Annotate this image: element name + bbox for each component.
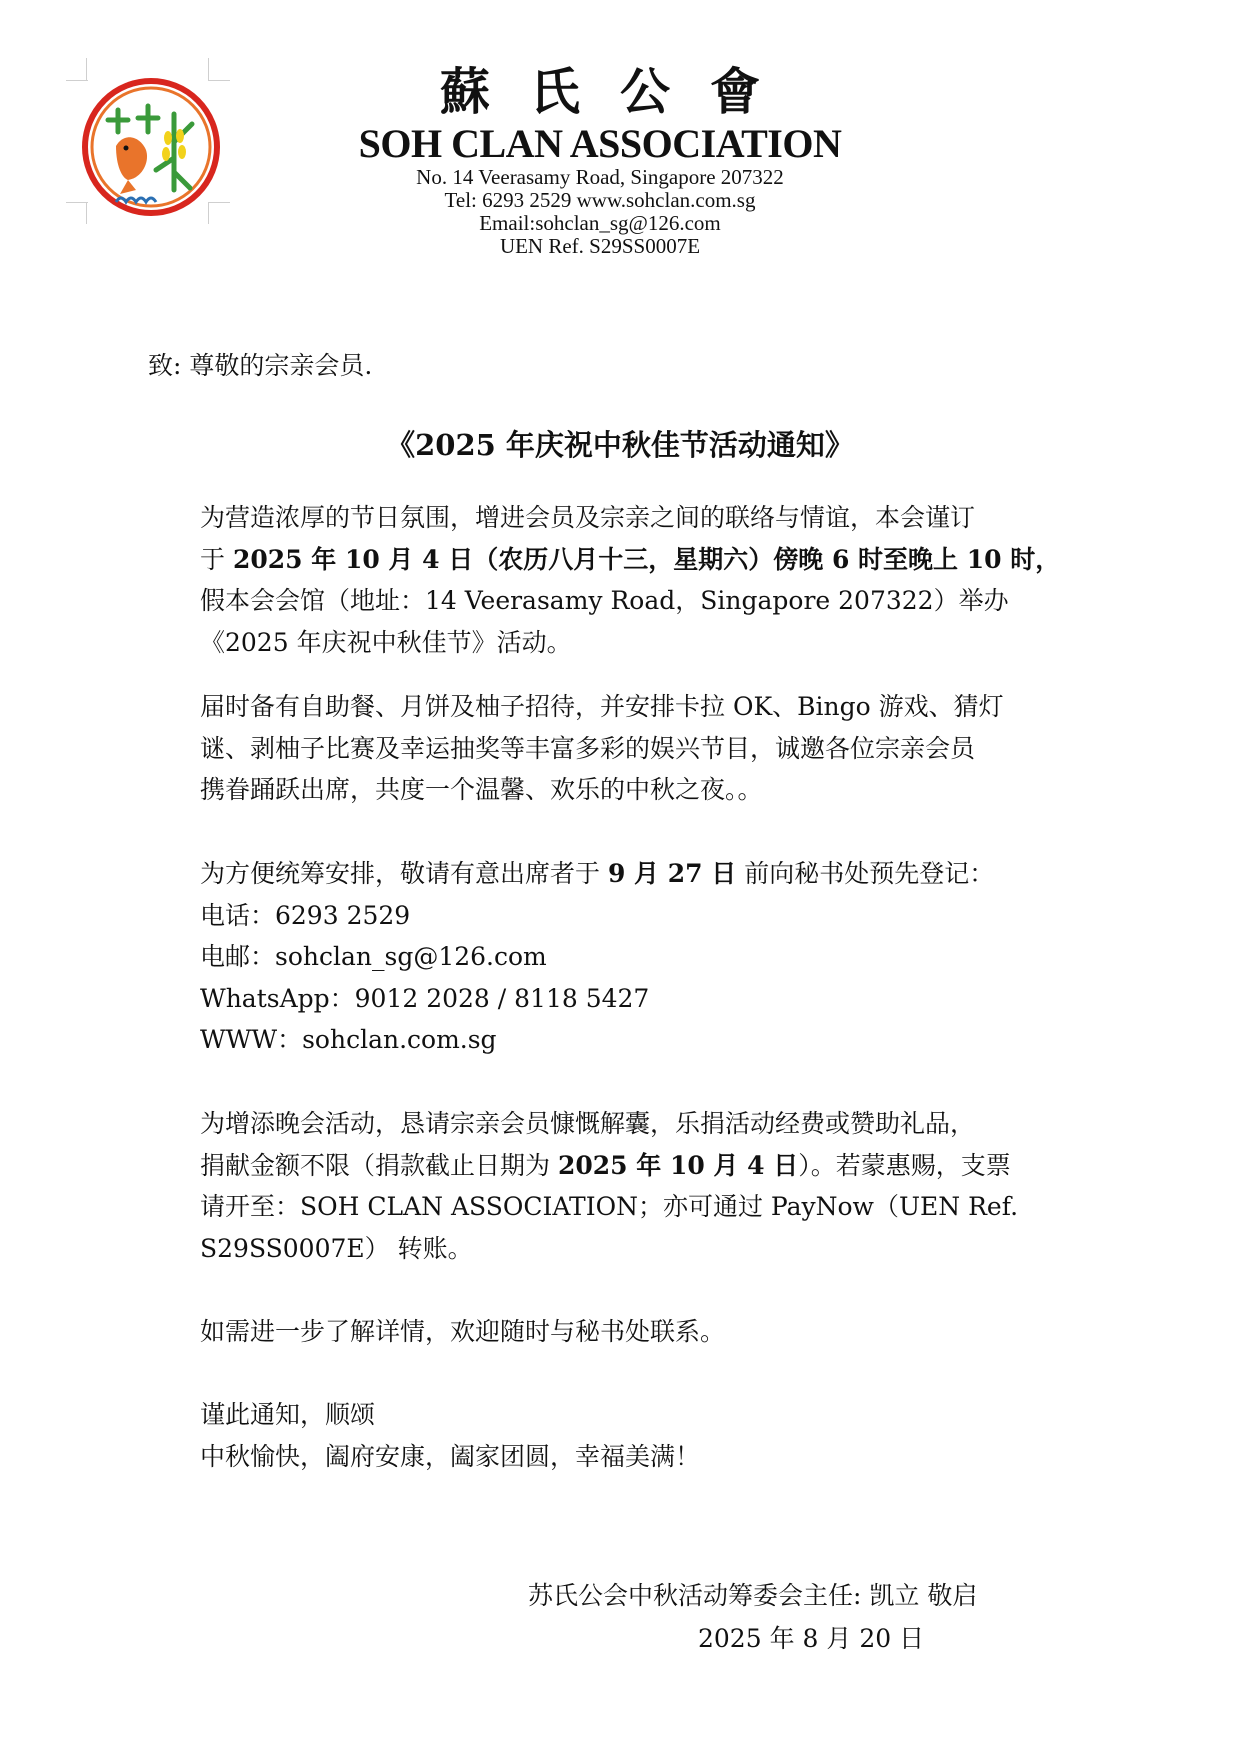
text-line [200, 1145, 1100, 1187]
association-tel-web: Tel: 6293 2529 www.sohclan.com.sg [444, 188, 756, 212]
text-line: 中秋愉快，阖府安康，阖家团圆，幸福美满！ [200, 1441, 701, 1471]
text-span: 捐献金额不限（捐款截止日期为 [200, 1150, 558, 1180]
paragraph-donation [200, 1103, 1100, 1269]
salutation: 致: 尊敬的宗亲会员. [148, 351, 373, 380]
association-name-cn: 蘇氏公會 [440, 62, 800, 121]
text-span: 为方便统筹安排，敬请有意出席者于 [200, 859, 608, 888]
contact-phone: 电话：6293 2529 [200, 900, 411, 930]
paragraph-event-details [200, 497, 1100, 663]
event-date-time: 2025 年 10 月 4 日（农历八月十三，星期六）傍晚 6 时至晚上 10 时， [232, 544, 1061, 574]
text-line: 谨此通知，顺颂 [200, 1400, 376, 1429]
soh-clan-logo [66, 62, 236, 232]
association-address: No. 14 Veerasamy Road, Singapore 207322 [416, 165, 784, 189]
association-uen: UEN Ref. S29SS0007E [499, 234, 701, 258]
notice-title: 《2025 年庆祝中秋佳节活动通知》 [386, 428, 854, 462]
contact-website: WWW：sohclan.com.sg [200, 1025, 497, 1054]
paragraph-enquiry: 如需进一步了解详情，欢迎随时与秘书处联系。 [200, 1317, 726, 1346]
text-span: 前向秘书处预先登记： [736, 859, 995, 888]
association-email: Email:sohclan_sg@126.com [479, 211, 721, 235]
signature-date: 2025 年 8 月 20 日 [698, 1624, 925, 1653]
text-line: 为营造浓厚的节日氛围，增进会员及宗亲之间的联络与情谊，本会谨订 [200, 503, 976, 532]
registration-deadline: 9 月 27 日 [607, 859, 737, 888]
contact-whatsapp: WhatsApp：9012 2028 / 8118 5427 [200, 983, 650, 1013]
letterhead [300, 62, 900, 258]
text-line: 届时备有自助餐、月饼及柚子招待，并安排卡拉 OK、Bingo 游戏、猜灯 [200, 692, 1004, 721]
contact-email: 电邮：sohclan_sg@126.com [200, 942, 547, 971]
paragraph-programme [200, 686, 1100, 811]
text-line: 携眷踊跃出席，共度一个温馨、欢乐的中秋之夜。。 [200, 775, 763, 804]
text-line: 《2025 年庆祝中秋佳节》活动。 [200, 627, 572, 657]
text-span: 于 [200, 544, 233, 574]
text-line: 为增添晚会活动，恳请宗亲会员慷慨解囊，乐捐活动经费或赞助礼品， [200, 1109, 976, 1138]
text-line: S29SS0007E） 转账。 [200, 1233, 473, 1263]
text-line [200, 539, 1100, 581]
text-line: 假本会会馆（地址：14 Veerasamy Road，Singapore 207322）举办 [200, 586, 1009, 615]
text-line [200, 853, 1100, 895]
text-line: 谜、剥柚子比赛及幸运抽奖等丰富多彩的娱兴节目，诚邀各位宗亲会员 [200, 733, 976, 763]
signature-line: 苏氏公会中秋活动筹委会主任: 凯立 敬启 [528, 1581, 978, 1610]
paragraph-registration [200, 853, 1100, 1061]
donation-deadline: 2025 年 10 月 4 日 [557, 1150, 799, 1180]
text-line: 请开至：SOH CLAN ASSOCIATION；亦可通过 PayNow（UEN Ref. [200, 1192, 1019, 1221]
closing-remarks [200, 1394, 1100, 1477]
text-span: ）。若蒙惠赐，支票 [798, 1150, 1011, 1180]
association-name-en: SOH CLAN ASSOCIATION [358, 121, 842, 166]
